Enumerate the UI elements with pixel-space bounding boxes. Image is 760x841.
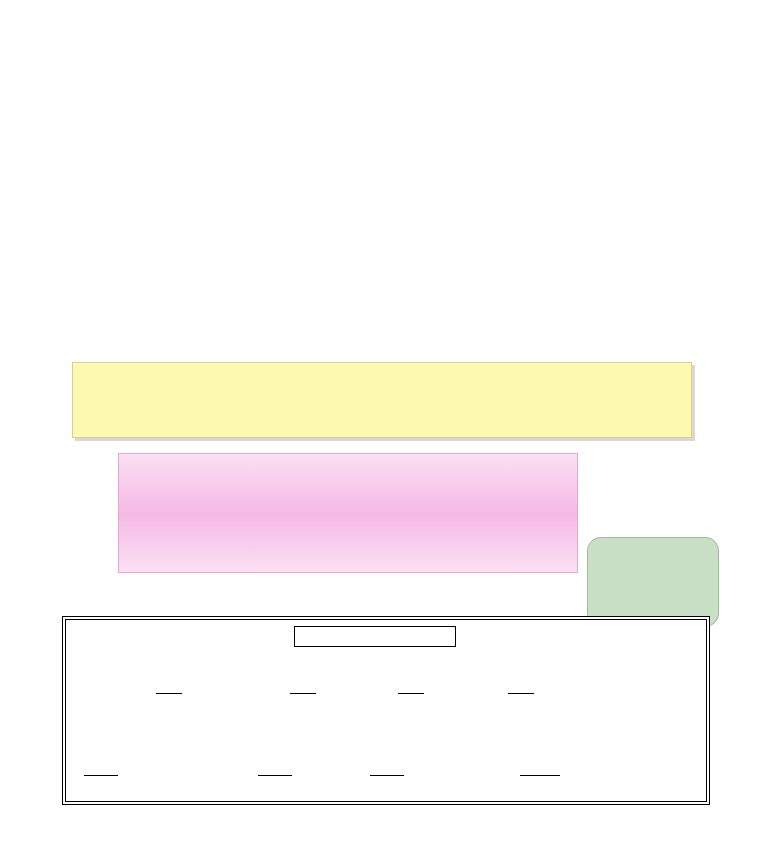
page-title: [40, 18, 730, 88]
event-date: [159, 464, 182, 497]
intro-line: [118, 311, 718, 335]
route-dash: [290, 693, 316, 694]
intro-line: [118, 335, 718, 359]
page-subtitle: [60, 84, 710, 124]
speech-bubble: [587, 537, 719, 627]
route-dash: [84, 775, 118, 776]
route-dash: [370, 775, 404, 776]
footprint-border-left: [0, 0, 36, 841]
intro-text: [118, 140, 718, 360]
route-dash: [508, 693, 534, 694]
route-dash: [520, 775, 560, 776]
intro-line: [118, 140, 718, 164]
route-dash: [398, 693, 424, 694]
route-dash: [156, 693, 182, 694]
intro-line: [118, 164, 718, 188]
intro-line: [118, 238, 718, 262]
event-info-box: [118, 453, 578, 573]
intro-line: [118, 189, 718, 213]
footprint-border-right: [724, 0, 760, 841]
intro-line: [118, 286, 718, 310]
footprint-border-bottom: [0, 813, 760, 841]
macrobiotic-note: [72, 362, 692, 438]
intro-line: [118, 262, 718, 286]
route-dash: [258, 775, 292, 776]
itinerary-date: [294, 626, 456, 647]
intro-line: [118, 213, 718, 237]
